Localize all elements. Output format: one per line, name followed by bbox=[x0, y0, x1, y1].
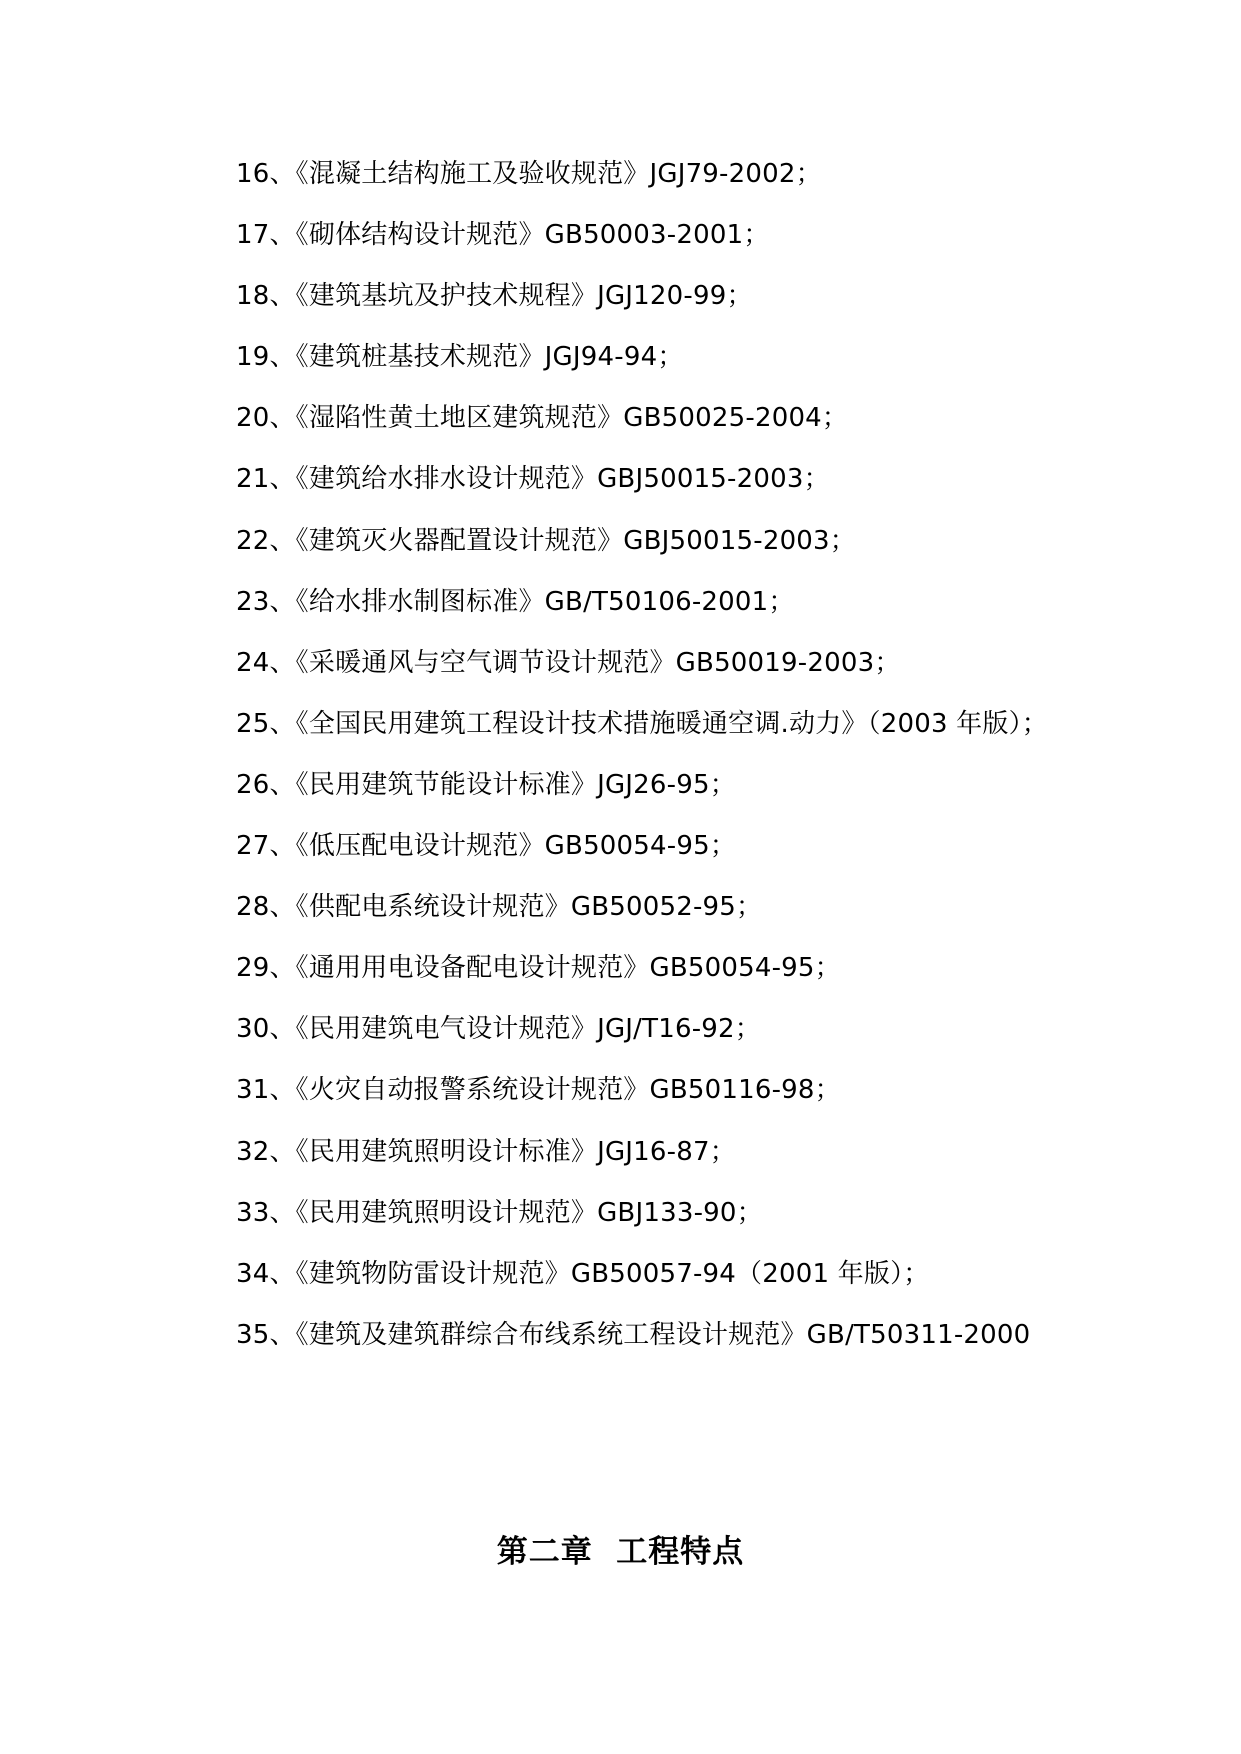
reference-item: 21、《建筑给水排水设计规范》GBJ50015-2003； bbox=[236, 464, 830, 495]
reference-item: 34、《建筑物防雷设计规范》GB50057-94（2001 年版）； bbox=[236, 1258, 930, 1289]
reference-item: 33、《民用建筑照明设计规范》GBJ133-90； bbox=[236, 1197, 763, 1228]
reference-item: 27、《低压配电设计规范》GB50054-95； bbox=[236, 831, 737, 862]
reference-list bbox=[236, 154, 1048, 1376]
reference-item: 31、《火灾自动报警系统设计规范》GB50116-98； bbox=[236, 1075, 841, 1106]
reference-item: 19、《建筑桩基技术规范》JGJ94-94； bbox=[236, 342, 684, 373]
reference-item: 18、《建筑基坑及护技术规程》JGJ120-99； bbox=[236, 281, 753, 312]
reference-item: 23、《给水排水制图标准》GB/T50106-2001； bbox=[236, 586, 795, 617]
reference-item: 30、《民用建筑电气设计规范》JGJ/T16-92； bbox=[236, 1014, 761, 1045]
reference-item: 32、《民用建筑照明设计标准》JGJ16-87； bbox=[236, 1136, 736, 1167]
reference-item: 25、《全国民用建筑工程设计技术措施暖通空调.动力》（2003 年版）； bbox=[236, 708, 1048, 739]
reference-item: 16、《混凝土结构施工及验收规范》JGJ79-2002； bbox=[236, 159, 822, 189]
chapter-title: 第二章 工程特点 bbox=[496, 1533, 745, 1570]
reference-item: 28、《供配电系统设计规范》GB50052-95； bbox=[236, 892, 763, 923]
reference-item: 29、《通用用电设备配电设计规范》GB50054-95； bbox=[236, 953, 841, 984]
reference-item: 20、《湿陷性黄土地区建筑规范》GB50025-2004； bbox=[236, 403, 849, 434]
reference-item: 26、《民用建筑节能设计标准》JGJ26-95； bbox=[236, 769, 736, 800]
reference-item: 24、《采暖通风与空气调节设计规范》GB50019-2003； bbox=[236, 647, 901, 678]
reference-item: 22、《建筑灭火器配置设计规范》GBJ50015-2003； bbox=[236, 525, 856, 556]
reference-item: 17、《砌体结构设计规范》GB50003-2001； bbox=[236, 220, 770, 251]
reference-item: 35、《建筑及建筑群综合布线系统工程设计规范》GB/T50311-2000 bbox=[236, 1319, 1031, 1350]
